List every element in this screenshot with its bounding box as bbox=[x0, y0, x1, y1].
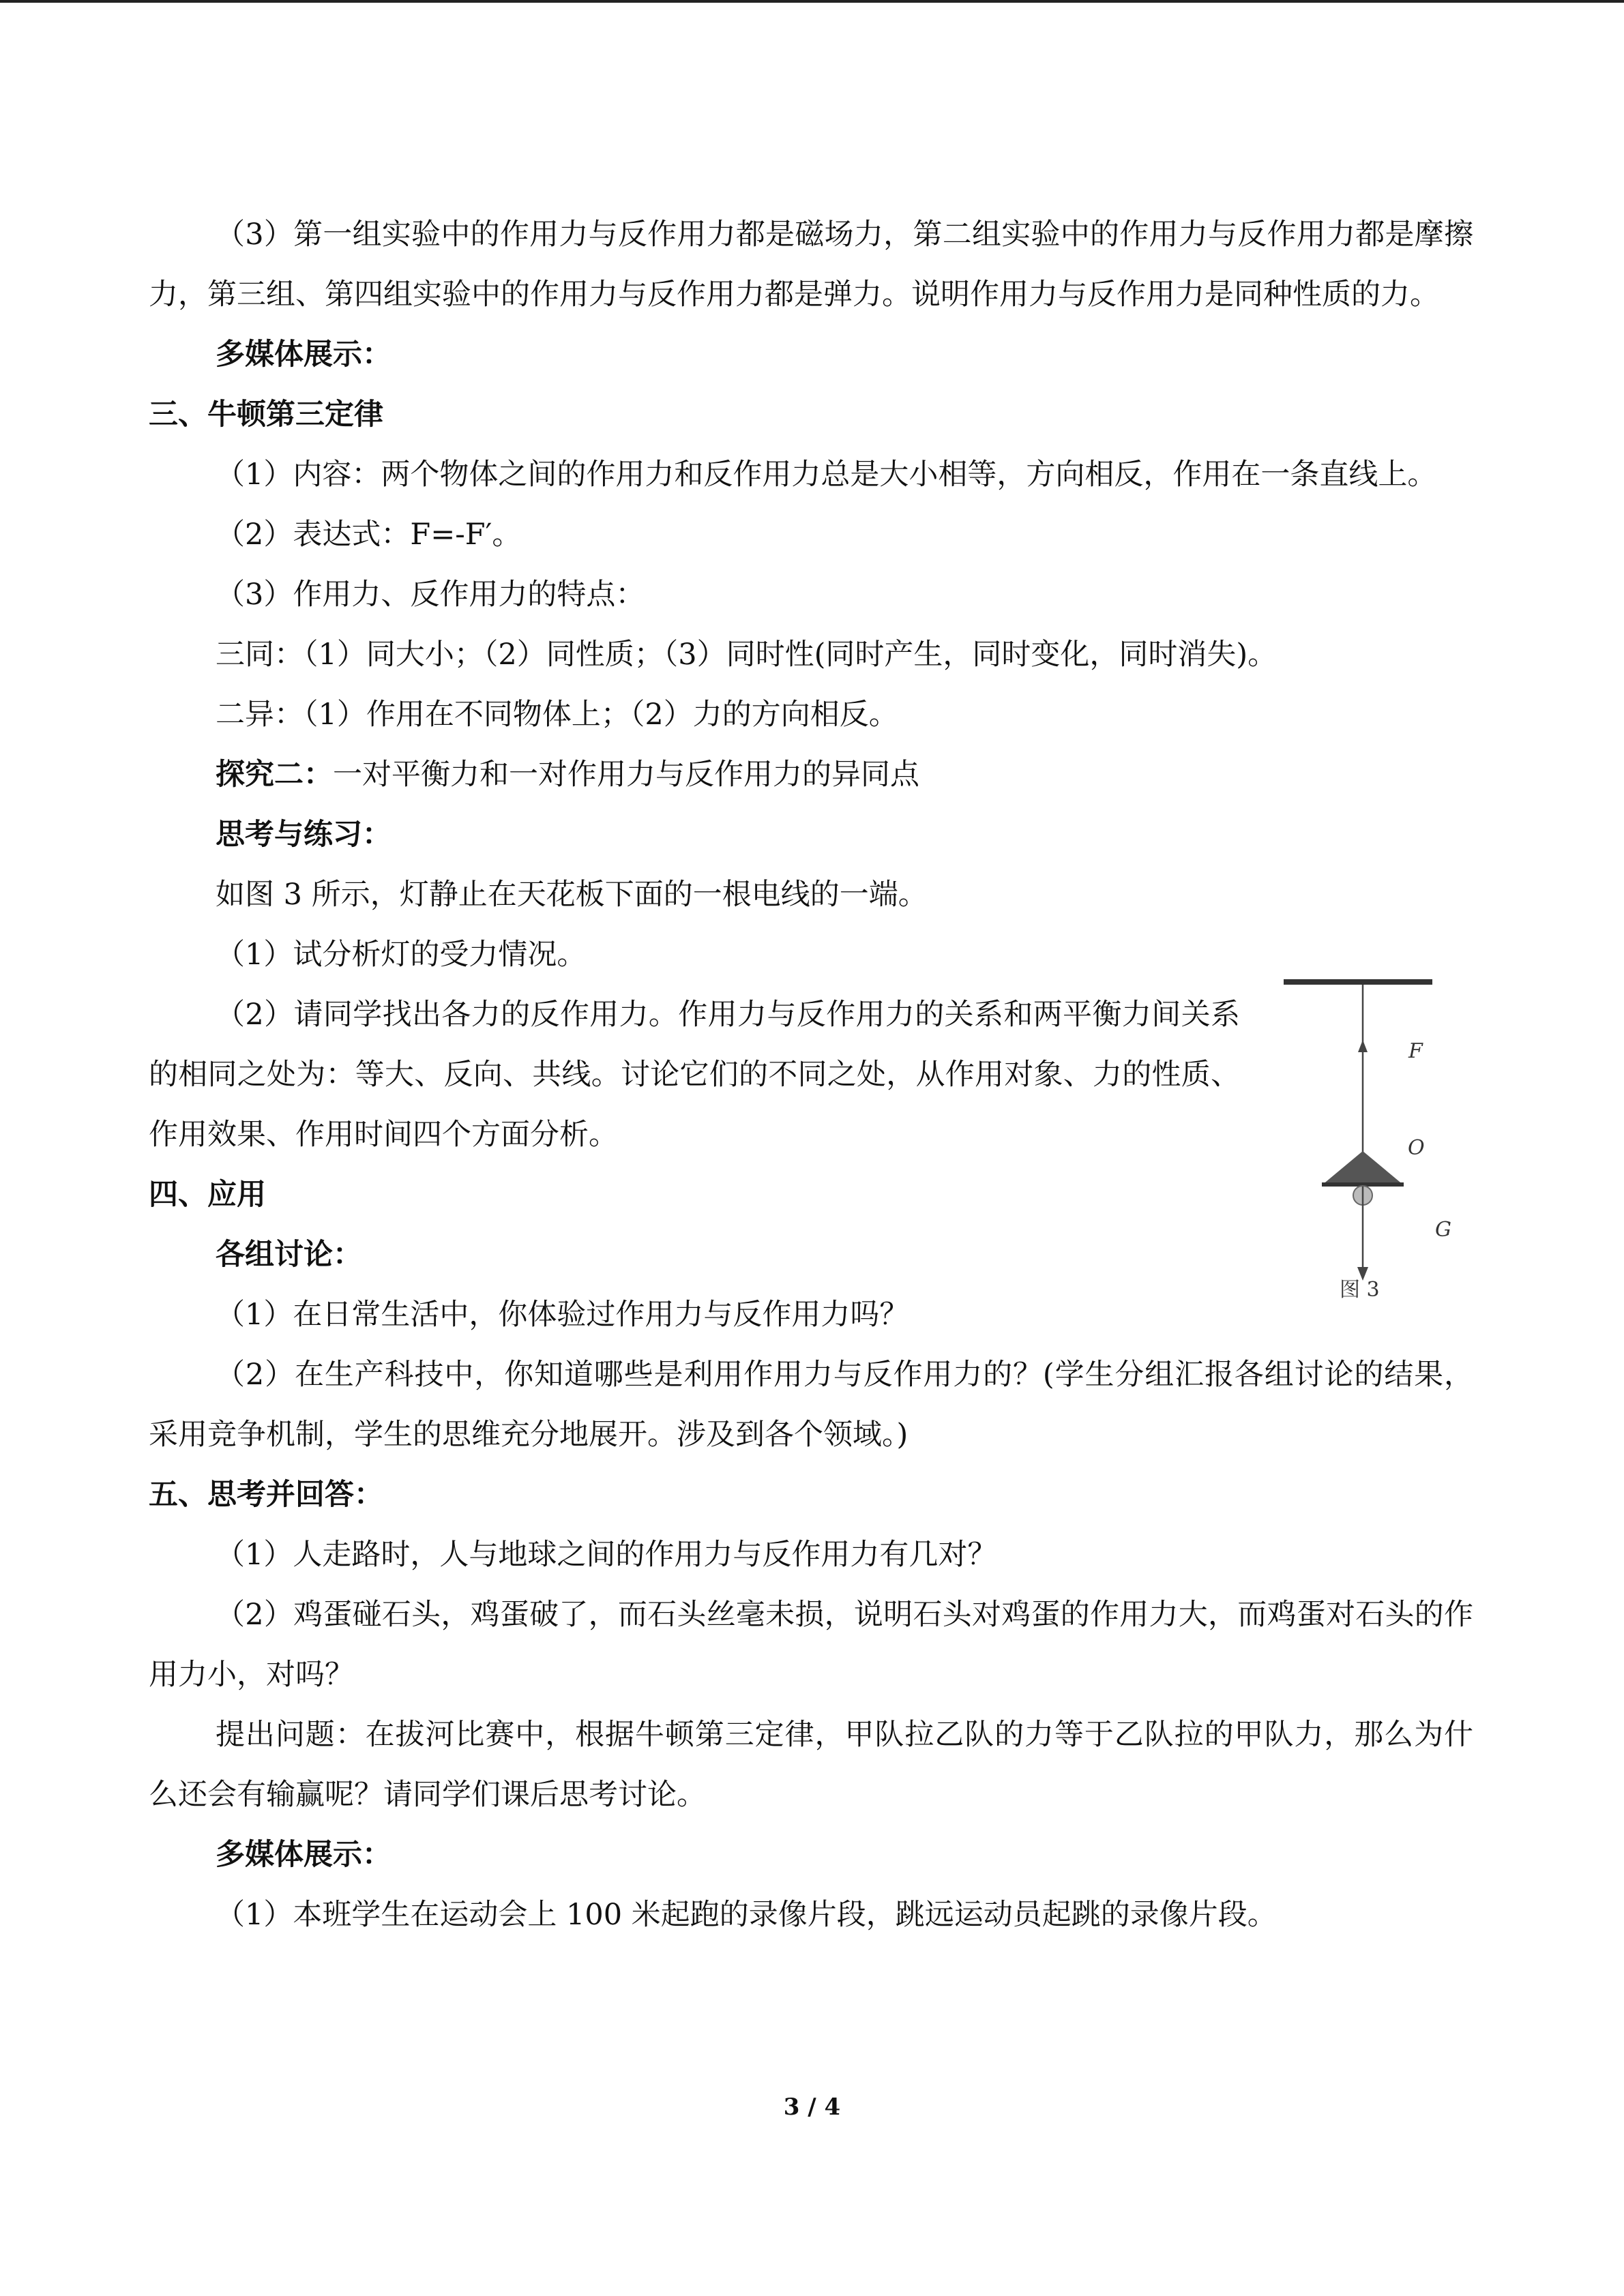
lamp-force-diagram bbox=[1274, 968, 1458, 1309]
lamp-figure bbox=[1274, 968, 1458, 1309]
explore-label: 探究二： bbox=[216, 758, 333, 792]
section-heading-newton-third-law: 三、牛顿第三定律 bbox=[149, 398, 383, 432]
think-practice-heading: 思考与练习： bbox=[216, 818, 392, 852]
top-border bbox=[0, 0, 1624, 3]
paragraph-three-same: 三同：（1）同大小；（2）同性质；（3）同时性(同时产生，同时变化，同时消失)。 bbox=[216, 638, 1278, 672]
paragraph-video-clips: （1）本班学生在运动会上 100 米起跑的录像片段，跳远运动员起跳的录像片段。 bbox=[216, 1898, 1277, 1932]
paragraph-question-2: （2）请同学找出各力的反作用力。作用力与反作用力的关系和两平衡力间关系的相同之处为：等大、反向、共线。讨论它们的不同之处，从作用对象、力的性质、作用效果、作用时间四个方面分析。 bbox=[149, 998, 1240, 1152]
paragraph-two-different: 二异：（1）作用在不同物体上；（2）力的方向相反。 bbox=[216, 698, 898, 732]
ceiling-bar bbox=[1284, 979, 1432, 985]
arrow-up-head bbox=[1358, 1040, 1368, 1052]
paragraph-walking: （1）人走路时，人与地球之间的作用力与反作用力有几对？ bbox=[216, 1538, 997, 1572]
section-heading-think-answer: 五、思考并回答： bbox=[149, 1478, 383, 1512]
paragraph-force-types: （3）第一组实验中的作用力与反作用力都是磁场力，第二组实验中的作用力与反作用力都是摩擦力，第三组、第四组实验中的作用力与反作用力都是弹力。说明作用力与反作用力是同种性质的力。 bbox=[149, 218, 1473, 312]
section-heading-application: 四、应用 bbox=[149, 1178, 266, 1212]
paragraph-characteristics: （3）作用力、反作用力的特点： bbox=[216, 578, 645, 612]
label-f: F bbox=[1408, 1039, 1423, 1063]
page-number: 3 / 4 bbox=[783, 2093, 841, 2121]
paragraph-expression: （2）表达式：F=-F′。 bbox=[216, 518, 522, 552]
paragraph-daily-life: （1）在日常生活中，你体验过作用力与反作用力吗？ bbox=[216, 1298, 909, 1332]
figure-caption: 图 3 bbox=[1340, 1278, 1380, 1302]
paragraph-explore-two bbox=[149, 745, 1473, 805]
label-g: G bbox=[1435, 1218, 1451, 1242]
label-o: O bbox=[1408, 1136, 1425, 1160]
multimedia-heading-2: 多媒体展示： bbox=[216, 1838, 392, 1872]
paragraph-figure-intro: 如图 3 所示，灯静止在天花板下面的一根电线的一端。 bbox=[216, 878, 928, 912]
paragraph-technology: （2）在生产科技中，你知道哪些是利用作用力与反作用力的？(学生分组汇报各组讨论的结果，采用竞争机制，学生的思维充分地展开。涉及到各个领域。) bbox=[149, 1358, 1473, 1452]
paragraph-tug-of-war: 提出问题：在拔河比赛中，根据牛顿第三定律，甲队拉乙队的力等于乙队拉的甲队力，那么为什么还会有输赢呢？请同学们课后思考讨论。 bbox=[149, 1718, 1473, 1812]
group-discussion-heading: 各组讨论： bbox=[216, 1238, 362, 1272]
multimedia-heading: 多媒体展示： bbox=[216, 338, 392, 372]
paragraph-question-1: （1）试分析灯的受力情况。 bbox=[216, 938, 587, 972]
paragraph-law-content: （1）内容：两个物体之间的作用力和反作用力总是大小相等，方向相反，作用在一条直线上。 bbox=[216, 458, 1437, 492]
lamp-shade bbox=[1322, 1151, 1404, 1185]
explore-text: 一对平衡力和一对作用力与反作用力的异同点 bbox=[333, 758, 919, 792]
paragraph-egg-stone: （2）鸡蛋碰石头，鸡蛋破了，而石头丝毫未损，说明石头对鸡蛋的作用力大，而鸡蛋对石头的作用力小，对吗？ bbox=[149, 1598, 1473, 1692]
